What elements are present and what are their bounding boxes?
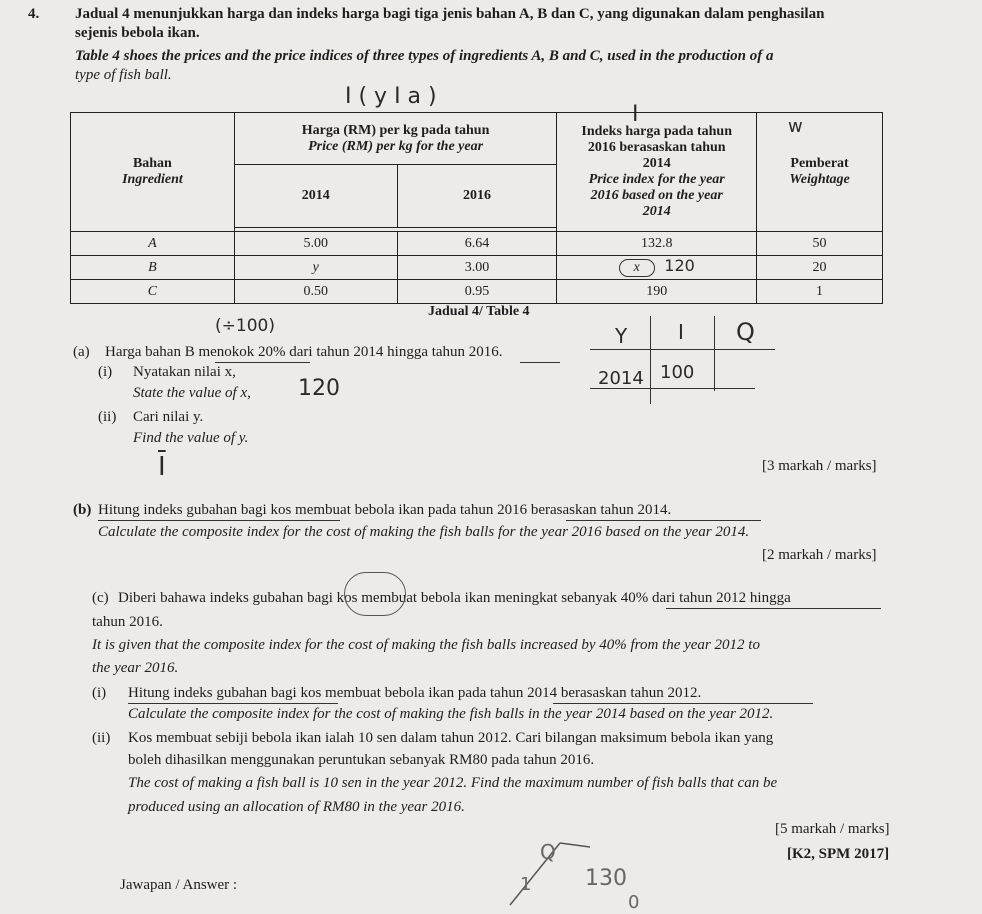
header-weightage-en: Weightage (789, 172, 850, 187)
part-c-i-en: Calculate the composite index for the cost of making the fish balls in the year 2014 based on the year 2012. (128, 706, 774, 722)
intro-en-line1: Table 4 shoes the prices and the price indices of three types of ingredients A, B and C, used in the production of a (75, 48, 774, 64)
part-c-ii-label: (ii) (92, 730, 111, 746)
handwritten-answer-grid (590, 316, 775, 406)
part-a-label: (a) (73, 344, 90, 360)
header-weightage-ms: Pemberat (790, 156, 849, 171)
header-index (557, 113, 757, 232)
header-weightage (757, 113, 883, 232)
part-c-ii-ms-line1: Kos membuat sebiji bebola ikan ialah 10 sen dalam tahun 2012. Cari bilangan maksimum bebola ikan yang (128, 730, 774, 746)
handwriting-bottom-130: 130 (585, 866, 627, 891)
table-row (71, 256, 883, 280)
header-price-ms: Harga (RM) per kg pada tahun (301, 122, 490, 138)
header-ingredient (71, 113, 235, 232)
underline-2016-2014 (566, 520, 761, 521)
part-c-i-ms: Hitung indeks gubahan bagi kos membuat bebola ikan pada tahun 2014 berasaskan tahun 2012. (128, 685, 702, 701)
handwriting-x-answer: 120 (664, 256, 695, 275)
price-index-table (70, 112, 883, 304)
grid-y: Y (615, 324, 628, 348)
part-a-marks: [3 markah / marks] (762, 458, 877, 474)
underline-2016 (520, 362, 560, 363)
underline-indeks-gubahan (98, 520, 340, 521)
part-c-text-en-line1: It is given that the composite index for the cost of making the fish balls increased by 40% from the year 2012 to (92, 637, 760, 653)
intro-ms-line2: sejenis bebola ikan. (75, 25, 200, 41)
header-price-en: Price (RM) per kg for the year (308, 138, 484, 154)
cell-weight: 1 (757, 280, 883, 304)
part-a-i-label: (i) (98, 364, 113, 380)
part-a-i-en: State the value of x, (133, 385, 251, 401)
handwriting-weight-symbol: w (788, 116, 803, 137)
header-price (234, 113, 557, 165)
table-row (71, 232, 883, 256)
part-a-i-ms: Nyatakan nilai x, (133, 364, 236, 380)
cell-index: 132.8 (557, 232, 757, 256)
part-a-ii-ms: Cari nilai y. (133, 409, 204, 425)
part-a-ii-en: Find the value of y. (133, 430, 249, 446)
header-ingredient-ms: Bahan (132, 156, 172, 171)
grid-2014: 2014 (598, 368, 644, 389)
handwriting-divide-100: (÷100) (215, 316, 275, 336)
header-ingredient-en: Ingredient (122, 172, 183, 187)
cell-price-2014: y (234, 256, 397, 280)
answer-label: Jawapan / Answer : (120, 877, 238, 893)
cell-weight: 50 (757, 232, 883, 256)
sketch-line (560, 843, 590, 847)
header-year-2016: 2016 (397, 165, 557, 228)
part-c-marks: [5 markah / marks] (775, 821, 890, 837)
underline-hitung-indeks (128, 703, 338, 704)
header-index-line6: 2014 (642, 204, 671, 219)
underline-2014-2012 (553, 703, 813, 704)
part-c-text-en-line2: the year 2016. (92, 660, 179, 676)
cell-weight: 20 (757, 256, 883, 280)
table-row (71, 280, 883, 304)
part-c-ii-en-line2: produced using an allocation of RM80 in the year 2016. (128, 799, 465, 815)
header-year-2014: 2014 (234, 165, 397, 228)
handwriting-circle-kos (344, 572, 406, 616)
part-b-label: (b) (73, 502, 92, 518)
grid-100: 100 (660, 362, 695, 383)
part-c-text-ms-line1: Diberi bahawa indeks gubahan bagi kos membuat bebola ikan meningkat sebanyak 40% dari tahun 2012 hingga (118, 590, 791, 606)
handwriting-note: I ( y I a ) (345, 84, 437, 109)
header-index-line2: 2016 berasaskan tahun (587, 140, 726, 155)
handwriting-index-symbol: I (632, 102, 639, 127)
question-number: 4. (28, 6, 40, 22)
intro-en-line2: type of fish ball. (75, 67, 172, 83)
part-c-i-label: (i) (92, 685, 107, 701)
intro-ms-line1: Jadual 4 menunjukkan harga dan indeks harga bagi tiga jenis bahan A, B dan C, yang digunakan dalam penghasilan (75, 6, 825, 22)
header-index-line1: Indeks harga pada tahun (581, 124, 732, 139)
handwriting-bottom-0: 0 (628, 892, 640, 913)
header-index-line5: 2016 based on the year (590, 188, 723, 203)
part-b-text-ms: Hitung indeks gubahan bagi kos membuat bebola ikan pada tahun 2016 berasaskan tahun 2014. (98, 502, 672, 518)
header-index-line3: 2014 (642, 156, 671, 171)
cell-price-2014: 0.50 (234, 280, 397, 304)
part-c-ii-en-line1: The cost of making a fish ball is 10 sen in the year 2012. Find the maximum number of fish balls that can be (128, 775, 778, 791)
cell-ingredient: C (71, 280, 235, 304)
handwriting-bottom-1: 1 (520, 874, 532, 895)
part-c-label: (c) (92, 590, 109, 606)
cell-price-2016: 3.00 (397, 256, 557, 280)
handwriting-i-bar: $\overline{I}$ (158, 452, 166, 482)
cell-index: 190 (557, 280, 757, 304)
part-a-ii-label: (ii) (98, 409, 117, 425)
cell-ingredient: A (71, 232, 235, 256)
table-caption: Jadual 4/ Table 4 (428, 304, 530, 319)
header-index-line4: Price index for the year (588, 172, 725, 187)
cell-price-2016: 6.64 (397, 232, 557, 256)
cell-price-2016: 0.95 (397, 280, 557, 304)
part-a-text-ms: Harga bahan B menokok 20% dari tahun 2014 hingga tahun 2016. (105, 344, 503, 360)
handwriting-bottom-q: Q (540, 840, 556, 864)
grid-q: Q (736, 318, 755, 346)
underline-40-2012 (666, 608, 881, 609)
cell-price-2014: 5.00 (234, 232, 397, 256)
cell-index-x: x (619, 259, 655, 277)
grid-i: I (678, 320, 684, 344)
part-c-text-ms-line2: tahun 2016. (92, 614, 163, 630)
question-source: [K2, SPM 2017] (787, 846, 890, 862)
part-c-ii-ms-line2: boleh dihasilkan menggunakan peruntukan sebanyak RM80 pada tahun 2016. (128, 752, 595, 768)
cell-ingredient: B (71, 256, 235, 280)
handwriting-x-value: 120 (298, 376, 340, 401)
part-b-text-en: Calculate the composite index for the cost of making the fish balls for the year 2016 based on the year 2014. (98, 524, 750, 540)
part-b-marks: [2 markah / marks] (762, 547, 877, 563)
cell-index (557, 256, 757, 280)
